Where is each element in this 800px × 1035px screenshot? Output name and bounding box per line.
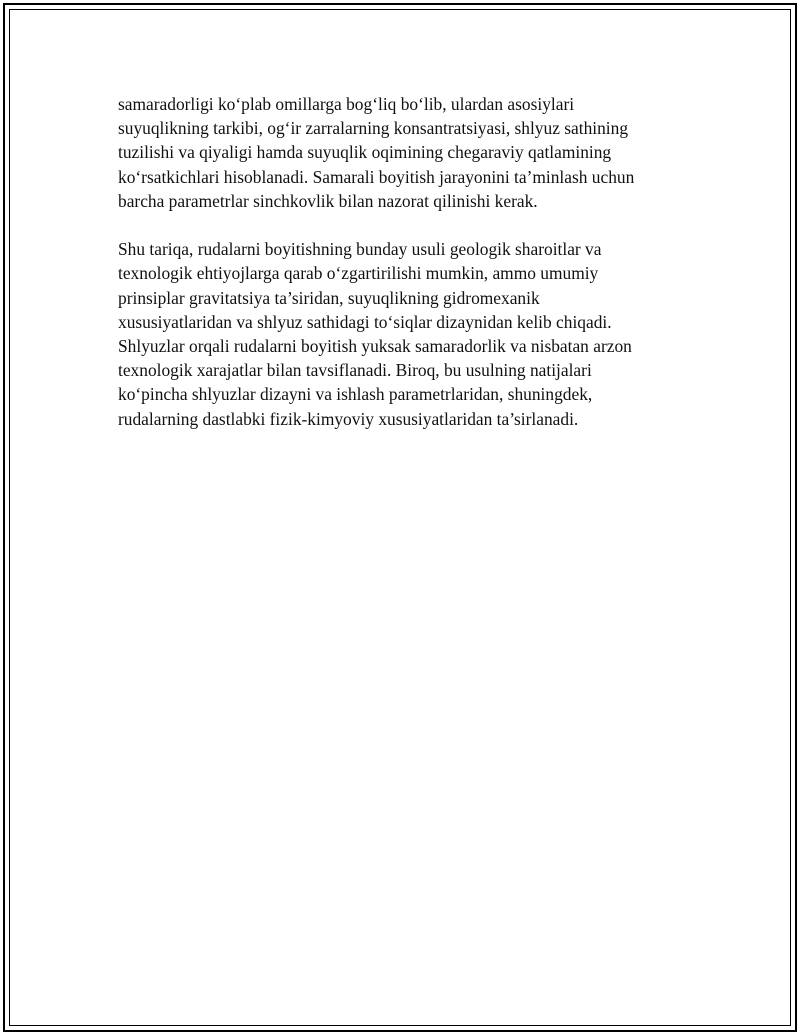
text-line: texnologik xarajatlar bilan tavsiflanadi. Biroq, bu usulning natijalari bbox=[118, 360, 592, 381]
text-line: samaradorligi ko‘plab omillarga bog‘liq bo‘lib, ulardan asosiylari bbox=[118, 94, 575, 114]
text-line: Shu tariqa, rudalarni boyitishning bunday usuli geologik sharoitlar va bbox=[118, 239, 602, 260]
text-line: barcha parametrlar sinchkovlik bilan nazorat qilinishi kerak. bbox=[118, 190, 538, 211]
text-line: Shlyuzlar orqali rudalarni boyitish yuksak samaradorlik va nisbatan arzon bbox=[118, 336, 632, 357]
text-line: prinsiplar gravitatsiya ta’siridan, suyuqlikning gidromexanik bbox=[118, 287, 540, 308]
text-line: xususiyatlaridan va shlyuz sathidagi to‘siqlar dizaynidan kelib chiqadi. bbox=[118, 311, 612, 332]
text-line: rudalarning dastlabki fizik-kimyoviy xususiyatlaridan ta’sirlanadi. bbox=[118, 408, 579, 429]
text-line: texnologik ehtiyojlarga qarab o‘zgartirilishi mumkin, ammo umumiy bbox=[118, 263, 599, 284]
document-body bbox=[118, 92, 678, 455]
text-line: ko‘rsatkichlari hisoblanadi. Samarali boyitish jarayonini ta’minlash uchun bbox=[118, 166, 635, 187]
paragraph-1 bbox=[118, 92, 678, 213]
text-line: ko‘pincha shlyuzlar dizayni va ishlash parametrlaridan, shuningdek, bbox=[118, 384, 593, 405]
text-line: tuzilishi va qiyaligi hamda suyuqlik oqimining chegaraviy qatlamining bbox=[118, 142, 612, 163]
paragraph-2 bbox=[118, 237, 678, 431]
text-line: suyuqlikning tarkibi, og‘ir zarralarning konsantratsiyasi, shlyuz sathining bbox=[118, 118, 629, 139]
